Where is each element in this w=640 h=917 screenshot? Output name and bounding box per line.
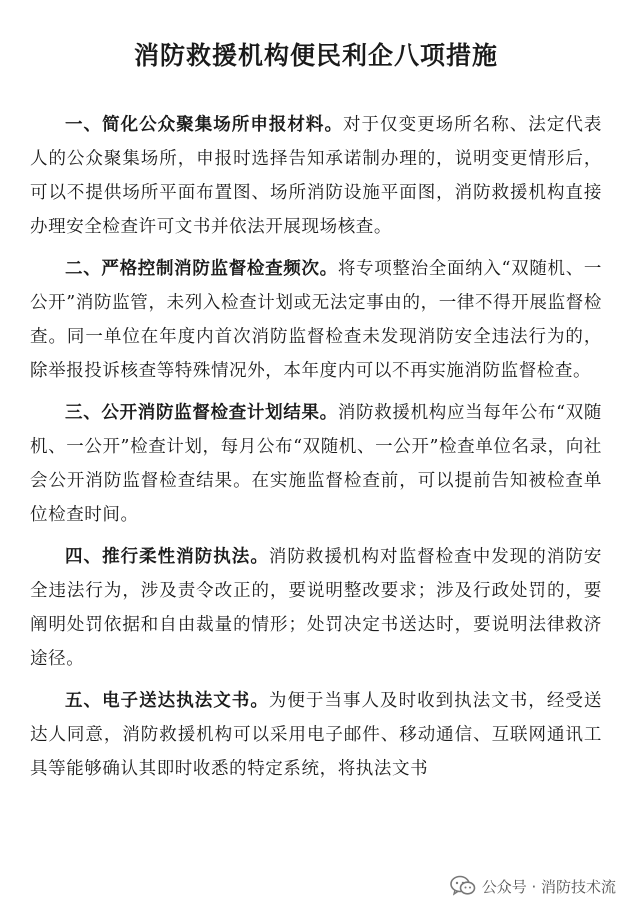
section-5-body: 为便于当事人及时收到执法文书，经受送达人同意，消防救援机构可以采用电子邮件、移动通信、互联网通讯工具等能够确认其即时收悉的特定系统，将执法文书 bbox=[30, 691, 602, 779]
section-1 bbox=[30, 108, 602, 244]
document-title: 消防救援机构便民利企八项措施 bbox=[133, 41, 498, 70]
section-1-body: 对于仅变更场所名称、法定代表人的公众聚集场所，申报时选择告知承诺制办理的，说明变更情形后，可以不提供场所平面布置图、场所消防设施平面图，消防救援机构直接办理安全检查许可文书并依法开展现场核查。 bbox=[30, 115, 602, 237]
section-3-body: 消防救援机构应当每年公布“双随机、一公开”检查计划，每月公布“双随机、一公开”检查单位名录，向社会公开消防监督检查结果。在实施监督检查前，可以提前告知被检查单位检查时间。 bbox=[30, 403, 603, 525]
section-4-body: 消防救援机构对监督检查中发现的消防安全违法行为，涉及责令改正的，要说明整改要求；涉及行政处罚的，要阐明处罚依据和自由裁量的情形；处罚决定书送达时，要说明法律救济途径。 bbox=[30, 547, 602, 669]
section-2-body: 将专项整治全面纳入“双随机、一公开”消防监管，未列入检查计划或无法定事由的，一律不得开展监督检查。同一单位在年度内首次消防监督检查未发现消防安全违法行为的，除举报投诉核查等特殊情况外，本年度内可以不再实施消防监督检查。 bbox=[30, 259, 603, 381]
section-1-heading: 一、简化公众聚集场所申报材料。 bbox=[65, 115, 343, 135]
section-4 bbox=[30, 540, 602, 676]
wechat-icon bbox=[450, 875, 476, 897]
source-watermark bbox=[444, 869, 622, 903]
section-2 bbox=[30, 252, 602, 388]
section-3 bbox=[30, 396, 602, 532]
section-4-heading: 四、推行柔性消防执法。 bbox=[65, 547, 269, 567]
watermark-text: 公众号 · 消防技术流 bbox=[481, 877, 616, 896]
section-2-heading: 二、严格控制消防监督检查频次。 bbox=[65, 259, 338, 279]
section-5 bbox=[30, 684, 602, 786]
section-3-heading: 三、公开消防监督检查计划结果。 bbox=[65, 403, 338, 423]
section-5-heading: 五、电子送达执法文书。 bbox=[65, 691, 269, 711]
